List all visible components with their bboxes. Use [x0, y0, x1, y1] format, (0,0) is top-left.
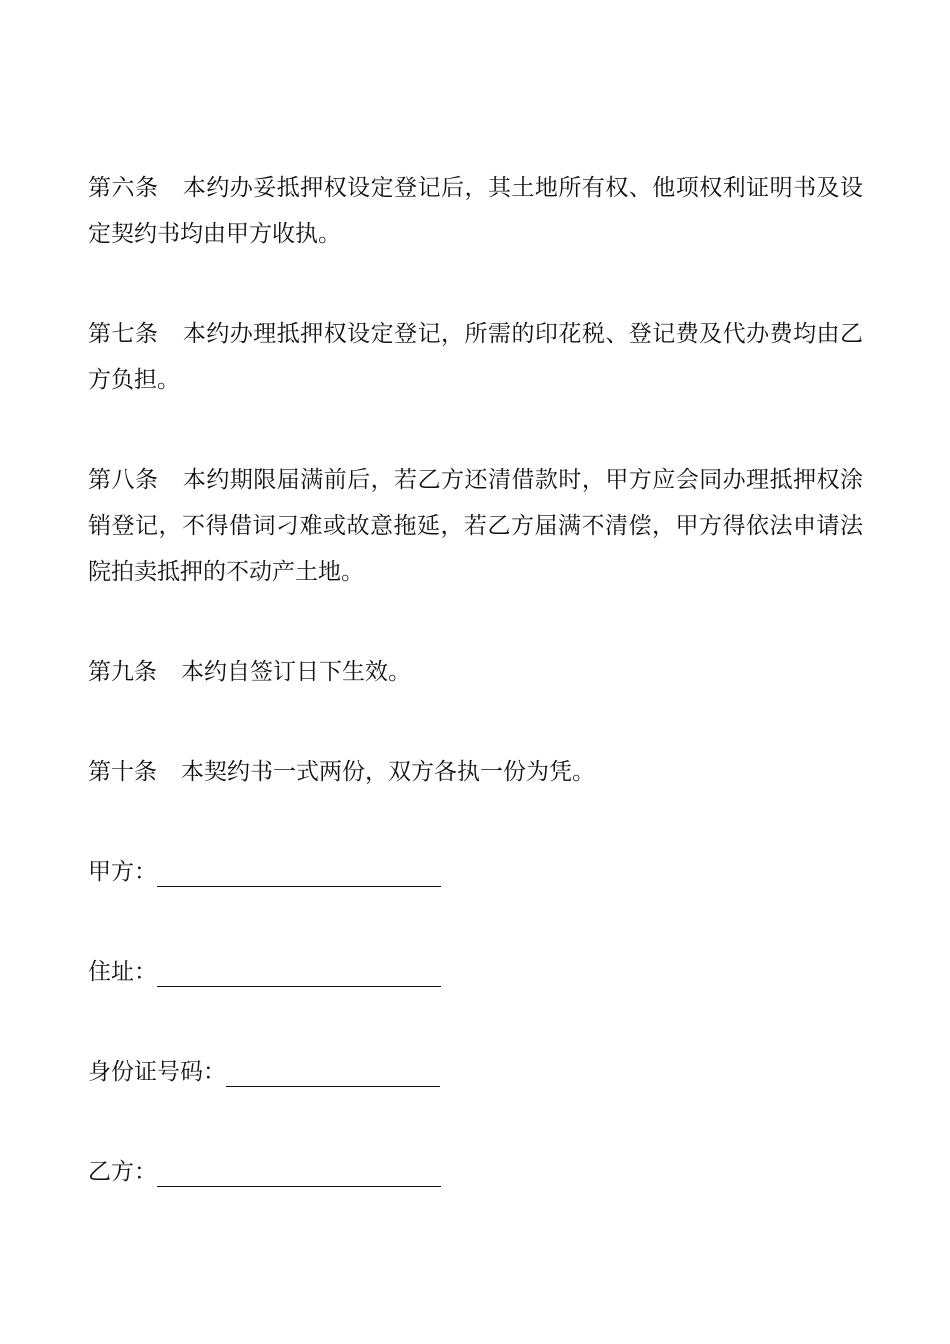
contract-page: [88, 165, 863, 1249]
clause-6-text: 本约办妥抵押权设定登记后，其土地所有权、他项权利证明书及设定契约书均由甲方收执。: [88, 175, 863, 247]
party-b-signature-field: [88, 1149, 863, 1195]
address-label: 住址：: [88, 959, 157, 985]
id-number-field: [88, 1049, 863, 1095]
clause-9-text: 本约自签订日下生效。: [181, 659, 411, 685]
clause-9: [88, 649, 863, 695]
id-number-label: 身份证号码：: [88, 1059, 226, 1085]
clause-10-text: 本契约书一式两份，双方各执一份为凭。: [181, 759, 595, 785]
clause-8: [88, 457, 863, 595]
clause-8-number: 第八条: [88, 467, 159, 493]
clause-7-text: 本约办理抵押权设定登记，所需的印花税、登记费及代办费均由乙方负担。: [88, 321, 863, 393]
clause-9-number: 第九条: [88, 659, 157, 685]
clause-10-number: 第十条: [88, 759, 157, 785]
party-b-label: 乙方：: [88, 1159, 157, 1185]
clause-7: [88, 311, 863, 403]
party-b-blank-line[interactable]: [157, 1156, 441, 1187]
clause-6: [88, 165, 863, 257]
address-blank-line[interactable]: [157, 956, 441, 987]
clause-8-text: 本约期限届满前后，若乙方还清借款时，甲方应会同办理抵押权涂销登记，不得借词刁难或故意拖延，若乙方届满不清偿，甲方得依法申请法院拍卖抵押的不动产土地。: [88, 467, 863, 585]
clause-6-number: 第六条: [88, 175, 159, 201]
party-a-label: 甲方：: [88, 859, 157, 885]
clause-7-number: 第七条: [88, 321, 159, 347]
id-number-blank-line[interactable]: [226, 1056, 440, 1087]
party-a-signature-field: [88, 849, 863, 895]
address-field: [88, 949, 863, 995]
clause-10: [88, 749, 863, 795]
party-a-blank-line[interactable]: [157, 856, 441, 887]
